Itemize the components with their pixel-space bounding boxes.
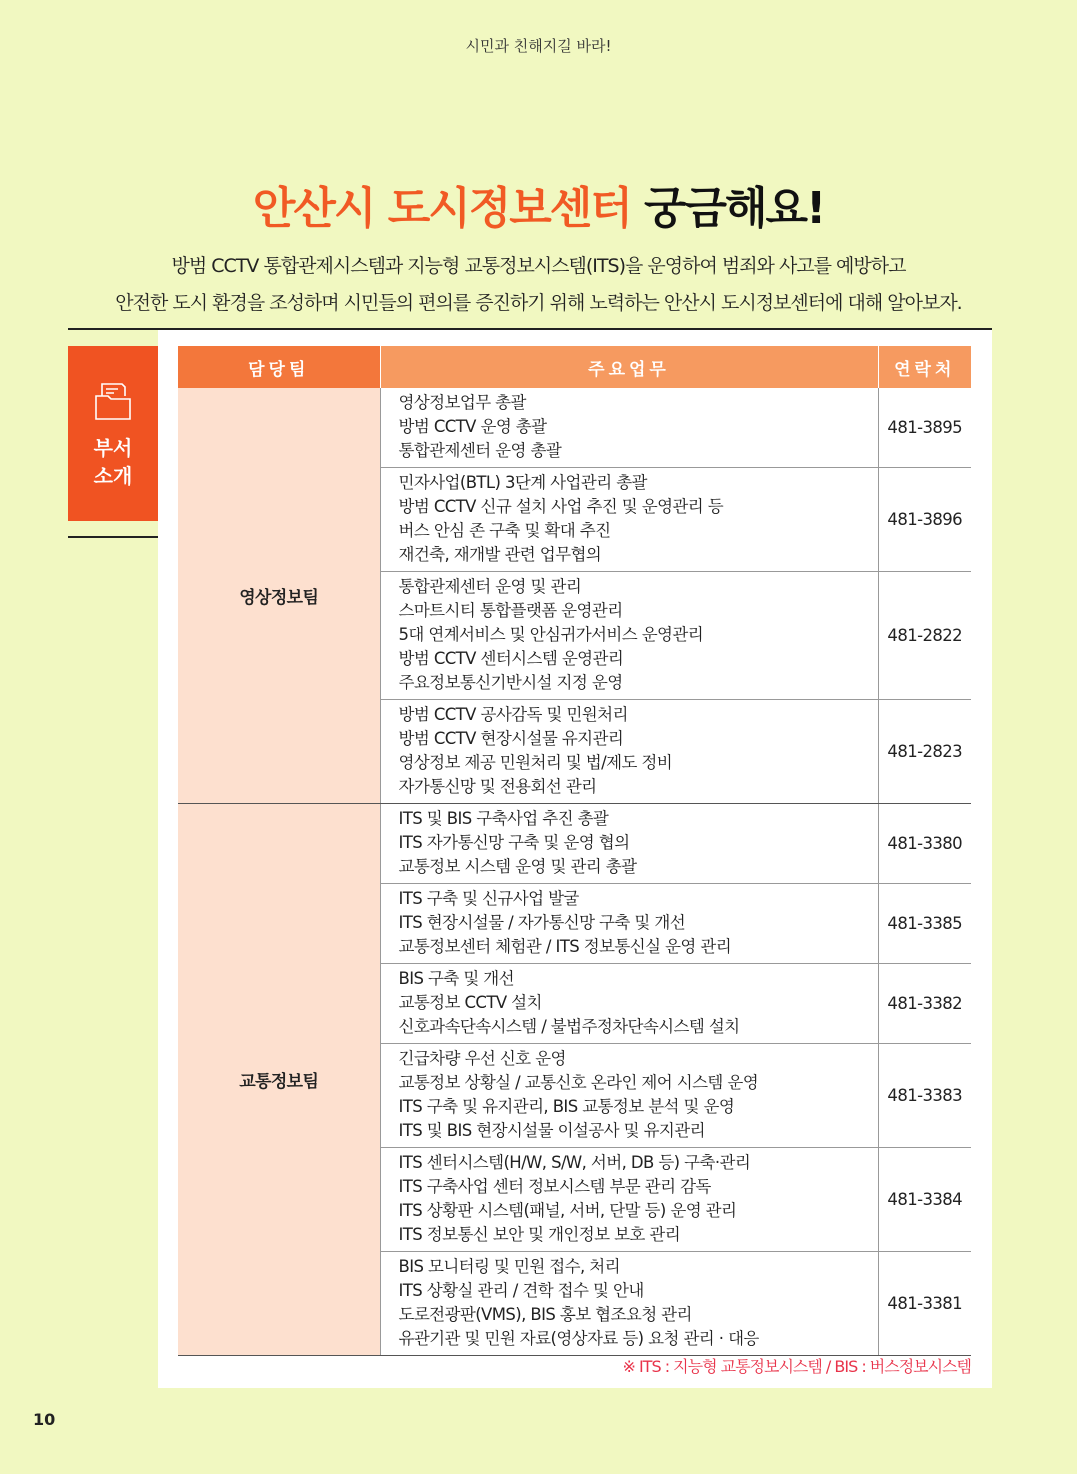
contact-number: 481-3382 (878, 964, 971, 1044)
duty-item: 긴급차량 우선 신호 운영 (398, 1049, 566, 1068)
duty-item: ITS 구축 및 신규사업 발굴 (398, 889, 579, 908)
contact-number: 481-2823 (878, 700, 971, 804)
contact-number: 481-3380 (878, 804, 971, 884)
tab-label: 부서 (93, 436, 133, 460)
duty-item: 방범 CCTV 센터시스템 운영관리 (398, 649, 624, 668)
duty-item: 방범 CCTV 공사감독 및 민원처리 (398, 705, 628, 724)
title-highlight: 안산시 도시정보센터 (252, 183, 631, 234)
duty-item: ITS 및 BIS 현장시설물 이설공사 및 유지관리 (398, 1121, 705, 1140)
duties-cell (380, 1252, 878, 1356)
contact-number: 481-3383 (878, 1044, 971, 1148)
duty-item: ITS 구축 및 유지관리, BIS 교통정보 분석 및 운영 (398, 1097, 735, 1116)
header-duties: 주요업무 (380, 346, 878, 388)
duty-item: 교통정보 상황실 / 교통신호 온라인 제어 시스템 운영 (398, 1073, 759, 1092)
duty-item: ITS 자가통신망 구축 및 운영 협의 (398, 833, 630, 852)
duty-item: 교통정보센터 체험관 / ITS 정보통신실 운영 관리 (398, 937, 732, 956)
duties-cell (380, 884, 878, 964)
duty-item: 재건축, 재개발 관련 업무협의 (398, 545, 602, 564)
contact-number: 481-3384 (878, 1148, 971, 1252)
page-number: 10 (33, 1410, 56, 1429)
duty-item: ITS 현장시설물 / 자가통신망 구축 및 개선 (398, 913, 686, 932)
duty-item: 주요정보통신기반시설 지정 운영 (398, 673, 623, 692)
contact-number: 481-3381 (878, 1252, 971, 1356)
duties-cell (380, 804, 878, 884)
duties-cell (380, 700, 878, 804)
duty-item: BIS 모니터링 및 민원 접수, 처리 (398, 1257, 620, 1276)
duty-item: BIS 구축 및 개선 (398, 969, 514, 988)
page-title (0, 172, 1077, 236)
duty-item: 통합관제센터 운영 및 관리 (398, 577, 582, 596)
duty-item: 5대 연계서비스 및 안심귀가서비스 운영관리 (398, 625, 704, 644)
duties-cell (380, 964, 878, 1044)
duty-item: 영상정보 제공 민원처리 및 법/제도 정비 (398, 753, 673, 772)
contact-number: 481-3896 (878, 468, 971, 572)
duty-item: 신호과속단속시스템 / 불법주정차단속시스템 설치 (398, 1017, 740, 1036)
team-name: 교통정보팀 (178, 804, 380, 1356)
footnote: ※ ITS : 지능형 교통정보시스템 / BIS : 버스정보시스템 (622, 1357, 971, 1376)
duty-item: 민자사업(BTL) 3단계 사업관리 총괄 (398, 473, 647, 492)
intro-line: 안전한 도시 환경을 조성하며 시민들의 편의를 증진하기 위해 노력하는 안산시 도시정보센터에 대해 알아보자. (115, 292, 962, 314)
duty-item: ITS 센터시스템(H/W, S/W, 서버, DB 등) 구축·관리 (398, 1153, 751, 1172)
intro-text (0, 248, 1077, 322)
header-team: 담당팀 (178, 346, 380, 388)
duties-cell (380, 1044, 878, 1148)
duty-item: ITS 구축사업 센터 정보시스템 부문 관리 감독 (398, 1177, 711, 1196)
duties-cell (380, 572, 878, 700)
duty-item: ITS 및 BIS 구축사업 추진 총괄 (398, 809, 609, 828)
folder-document-icon (94, 380, 132, 422)
department-table (178, 346, 971, 1356)
duty-item: 스마트시티 통합플랫폼 운영관리 (398, 601, 623, 620)
duty-item: 도로전광판(VMS), BIS 홍보 협조요청 관리 (398, 1305, 692, 1324)
content-panel (158, 330, 992, 1388)
duty-item: 방범 CCTV 운영 총괄 (398, 417, 547, 436)
duty-item: 버스 안심 존 구축 및 확대 추진 (398, 521, 611, 540)
running-header: 시민과 친해지길 바라! (465, 37, 612, 55)
table-row (178, 804, 971, 884)
contact-number: 481-3385 (878, 884, 971, 964)
duty-item: 교통정보 시스템 운영 및 관리 총괄 (398, 857, 637, 876)
duty-item: ITS 상황판 시스템(패널, 서버, 단말 등) 운영 관리 (398, 1201, 737, 1220)
duty-item: 영상정보업무 총괄 (398, 393, 526, 412)
section-tab (68, 346, 158, 521)
tab-divider (68, 536, 158, 538)
duty-item: ITS 상황실 관리 / 견학 접수 및 안내 (398, 1281, 644, 1300)
contact-number: 481-3895 (878, 388, 971, 468)
tab-label: 소개 (93, 464, 133, 488)
team-name: 영상정보팀 (178, 388, 380, 804)
duty-item: ITS 정보통신 보안 및 개인정보 보호 관리 (398, 1225, 681, 1244)
title-rest: 궁금해요! (644, 183, 825, 234)
duties-cell (380, 1148, 878, 1252)
duties-cell (380, 388, 878, 468)
duty-item: 자가통신망 및 전용회선 관리 (398, 777, 597, 796)
duties-cell (380, 468, 878, 572)
duty-item: 방범 CCTV 현장시설물 유지관리 (398, 729, 624, 748)
contact-number: 481-2822 (878, 572, 971, 700)
table-row (178, 388, 971, 468)
header-contact: 연락처 (878, 346, 971, 388)
duty-item: 유관기관 및 민원 자료(영상자료 등) 요청 관리 · 대응 (398, 1329, 759, 1348)
duty-item: 방범 CCTV 신규 설치 사업 추진 및 운영관리 등 (398, 497, 724, 516)
intro-line: 방범 CCTV 통합관제시스템과 지능형 교통정보시스템(ITS)을 운영하여 범죄와 사고를 예방하고 (171, 255, 906, 277)
duty-item: 교통정보 CCTV 설치 (398, 993, 542, 1012)
duty-item: 통합관제센터 운영 총괄 (398, 441, 562, 460)
